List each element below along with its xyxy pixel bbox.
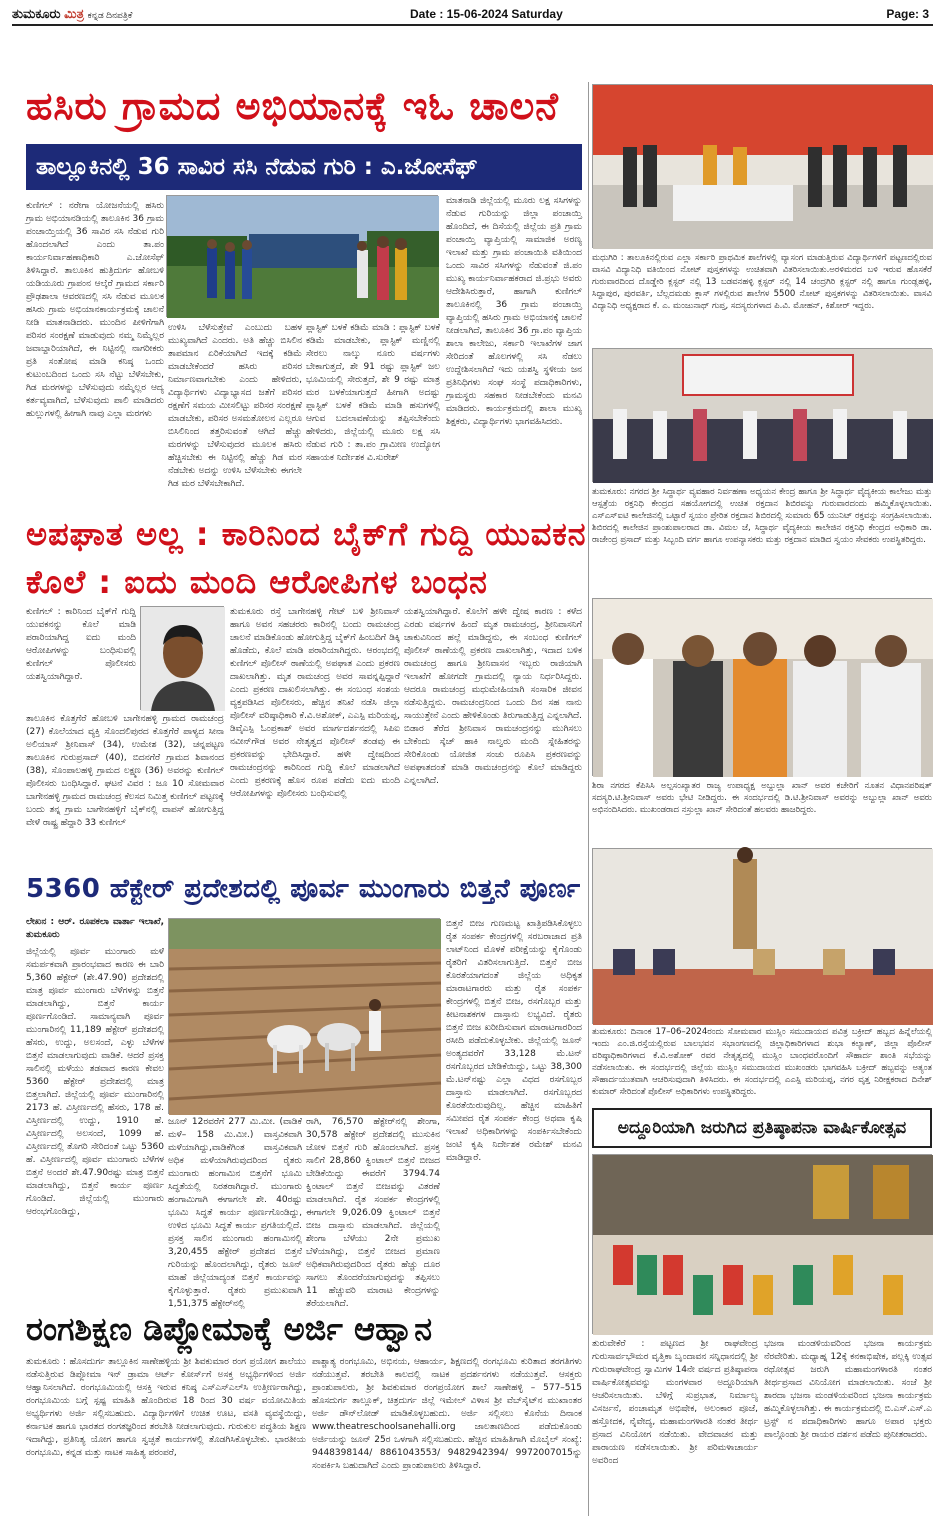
temple-crowd-illustration	[593, 1155, 933, 1335]
story3-column-2: ಜೂನ್ 12ರವರೆಗೆ 277 ಮಿ.ಮೀ. (ವಾಡಿಕೆ ಮಳೆ– 158 ಮಿ.ಮೀ.) ವಾಸ್ತವಿಕವಾಗಿ ಮಳೆಯಾಗಿದ್ದು,ವಾಡಿಕೆಗಿಂತ ವಾಸ್ತವಿಕವಾಗಿ ಅಧಿಕ ಮಳೆಯಾಗಿರುವುದರಿಂದ ರೈತರು ಮುಂಗಾರು ಹಂಗಾಮಿನ ಬಿತ್ತನೆಗೆ ಭೂಮಿ ಸಿದ್ಧತೆಯಲ್ಲಿ ನಿರತರಾಗಿದ್ದಾರೆ. ಮುಂಗಾರು ಹಂಗಾಮಿಗಾಗಿ ಈಗಾಗಲೇ ಶೇ. 40ರಷ್ಟು ಭೂಮಿ ಸಿದ್ಧತೆ ಕಾರ್ಯ ಪೂರ್ಣಗೊಂಡಿದ್ದು, ಉಳಿದ ಭೂಮಿ ಸಿದ್ಧತೆ ಕಾರ್ಯ ಪ್ರಗತಿಯಲ್ಲಿದೆ. ಪ್ರಸಕ್ತ ಸಾಲಿನ ಮುಂಗಾರು ಹಂಗಾಮಿನಲ್ಲಿ 3,20,455 ಹೆಕ್ಟೇರ್ ಪ್ರದೇಶದ ಬಿತ್ತನೆ ಗುರಿಯನ್ನು ಹೊಂದಲಾಗಿದ್ದು, ರೈತರು ಜೂನ್ ಮಾಹೆ ಜಿಲ್ಲೆಯಾದ್ಯಂತ ಬಿತ್ತನೆ ಕಾರ್ಯವನ್ನು ಕೈಗೊಳ್ಳುತ್ತಾರೆ. ರೈತರು ಪ್ರಮುಖವಾಗಿ 1,51,375 ಹೆಕ್ಟೇರ್‌ನಲ್ಲಿ	[168, 1117, 302, 1309]
story3-column-3: ರಾಗಿ, 76,570 ಹೆಕ್ಟೇರ್‌ನಲ್ಲಿ ಶೇಂಗಾ, 30,578 ಹೆಕ್ಟೇರ್ ಪ್ರದೇಶದಲ್ಲಿ ಮುಸುಕಿನ ಜೋಳ ಬಿತ್ತನೆ ಗುರಿ ಹೊಂದಲಾಗಿದೆ. ಪ್ರಸಕ್ತ ಸಾಲಿಗೆ 28,860 ಕ್ವಿಂಟಾಲ್ ಬಿತ್ತನೆ ಬೀಜದ ಬೇಡಿಕೆಯಿದ್ದು ಈವರೆಗೆ 3794.74 ಕ್ವಿಂಟಾಲ್ ಬಿತ್ತನೆ ಬೀಜವನ್ನು ವಿತರಣೆ ಮಾಡಲಾಗಿದೆ. ರೈತ ಸಂಪರ್ಕ ಕೇಂದ್ರಗಳಲ್ಲಿ ಈಗಾಗಲೇ 9,026.09 ಕ್ವಿಂಟಾಲ್ ಬಿತ್ತನೆ ಬೀಜ ದಾಸ್ತಾನು ಮಾಡಲಾಗಿದೆ. ಜಿಲ್ಲೆಯಲ್ಲಿ ಶೇಂಗಾ ಬೆಳೆಯು 2ನೇ ಪ್ರಮುಖ ಬೆಳೆಯಾಗಿದ್ದು, ಬಿತ್ತನೆ ಬೀಜದ ಪ್ರಮಾಣ ಅಧಿಕವಾಗಿರುವುದರಿಂದ ರೈತರು ಹೆಚ್ಚು ದೂರ ಸಾಗಲು ತೊಂದರೆಯಾಗುವುದನ್ನು ತಪ್ಪಿಸಲು 11 ಹೆಚ್ಚುವರಿ ಮಾರಾಟ ಕೇಂದ್ರಗಳನ್ನು ತೆರೆಯಲಾಗಿದೆ.	[306, 1117, 440, 1309]
story3-column-4: ಬಿತ್ತನೆ ಬೀಜ ಗುಣಮಟ್ಟ ಖಾತ್ರಿಪಡಿಸಿಕೊಳ್ಳಲು ರೈತ ಸಂಪರ್ಕ ಕೇಂದ್ರಗಳಲ್ಲಿ ಸರಬರಾಜಾದ ಪ್ರತಿ ಲಾಟ್‌ನಿಂದ ಮೊಳಕೆ ಪರೀಕ್ಷೆಯನ್ನು ಕೈಗೊಂಡು ರೈತರಿಗೆ ವಿತರಿಸಲಾಗುತ್ತಿದೆ. ಬಿತ್ತನೆ ಬೀಜ ಕೊರತೆಯಾಗದಂತೆ ಜಿಲ್ಲೆಯ ಅಧಿಕೃತ ಮಾರಾಟಗಾರರು ಮತ್ತು ರೈತ ಸಂಪರ್ಕ ಕೇಂದ್ರಗಳಲ್ಲಿ ಬಿತ್ತನೆ ಬೀಜ, ರಸಗೊಬ್ಬರ ಮತ್ತು ಕೀಟನಾಶಕಗಳ ದಾಸ್ತಾನು ಲಭ್ಯವಿದೆ. ರೈತರು ಬಿತ್ತನೆ ಬೀಜ ಖರೀದಿಸುವಾಗ ಮಾರಾಟಗಾರರಿಂದ ರಸೀದಿ ಪಡೆದುಕೊಳ್ಳಬೇಕು. ಜಿಲ್ಲೆಯಲ್ಲಿ ಜೂನ್ ಅಂತ್ಯದವರೆಗೆ 33,128 ಮೆ.ಟನ್ ರಸಗೊಬ್ಬರದ ಬೇಡಿಕೆಯಿದ್ದು, ಒಟ್ಟು 38,300 ಮೆ.ಟನ್‌ನಷ್ಟು ಎಲ್ಲಾ ವಿಧದ ರಸಗೊಬ್ಬರ ದಾಸ್ತಾನು ಮಾಡಲಾಗಿದೆ. ರಸಗೊಬ್ಬರದ ಕೊರತೆಯಿರುವುದಿಲ್ಲ. ಹೆಚ್ಚಿನ ಮಾಹಿತಿಗೆ ಸಮೀಪದ ರೈತ ಸಂಪರ್ಕ ಕೇಂದ್ರ ಅಥವಾ ಕೃಷಿ ಇಲಾಖೆ ಅಧಿಕಾರಿಗಳನ್ನು ಸಂಪರ್ಕಿಸಬೇಕೆಂದು ಜಂಟಿ ಕೃಷಿ ನಿರ್ದೇಶಕ ರಮೇಶ್ ಮನವಿ ಮಾಡಿದ್ದಾರೆ.	[446, 919, 582, 1163]
person-portrait-illustration	[141, 607, 225, 711]
story2-column-3: ಯಶಸ್ವಿಯಾಗಿದ್ದಾರೆ. ಕೊಲೆಗೆ ಹಳೇ ದ್ವೇಷ ಕಾರಣ : ಕಳೆದ ಎರಡು ವರ್ಷಗಳ ಹಿಂದೆ ಮೃತ ರಾಮಚಂದ್ರ, ಶ್ರೀನಿವಾಸನಿಗೆ ಚಾಕುವಿನಿಂದ ಹಲ್ಲೆ ಮಾಡಿದ್ದನು, ಈ ಸಂಬಂಧ ಕುಣಿಗಲ್ ಪೊಲೀಸ್ ಠಾಣೆಯಲ್ಲಿ ಪ್ರಕರಣ ದಾಖಲಾಗಿತ್ತು, ಇದಾದ ಬಳಿಕ ರಾಮಚಂದ್ರ ಹಾಗೂ ಶ್ರೀನಿವಾಸನ ಇಬ್ಬರು ರಾಜಿಯಾಗಿ ಇಲಾಖೆಗೆ ಹೋಗದೇ ಗ್ರಾಮದಲ್ಲಿ ನ್ಯಾಯ ನಿರ್ಧರಿಸಿದ್ದರು. ಆದರೂ ರಾಮಚಂದ್ರ ಮಧುಮೇಹಿಯಾಗಿ ಸಂಸಾರಿಕ ಜೀವನ ನಡೆಸುತ್ತಿದ್ದನು. ರಾಮಚಂದ್ರನಿಂದ ಒಂದು ದಿನ ಸಹ ನಾನು ಸಾಯುತ್ತೇನೆ ಎಂದು ಹೇಳಿಕೊಂಡು ತಿರುಗಾಡುತ್ತಿದ್ದ ಎನ್ನಲಾಗಿದೆ. ಬಿಡಾರ ತೆರೆದ ಶ್ರೀನಿವಾಸ ರಾಮಚಂದ್ರನನ್ನು ಮುಗಿಸಲು ಬೇಕೆಂದು ಸ್ಕೆಚ್ ಹಾಕಿ ನಾಲ್ವರು ಮಂದಿ ಸ್ನೇಹಿತರನ್ನು ಸೇರಿಕೊಂಡು ಯೋಜಿತ ಸಂಚು ರೂಪಿಸಿ ಪ್ರಕರಣವನ್ನು ಅಪಘಾತದಂತೆ ಮಾಡಿ ರಾಮಚಂದ್ರನನ್ನು ಕೊಲೆ ಮಾಡಿದ್ದರು ಎನ್ನಲಾಗಿದೆ.	[404, 607, 582, 786]
story4-headline: ಅದ್ದೂರಿಯಾಗಿ ಜರುಗಿದ ಪ್ರತಿಷ್ಠಾಪನಾ ವಾರ್ಷಿಕೋತ್ಸವ	[592, 1108, 932, 1148]
story2-column-2: ತುಮಕೂರು ರಸ್ತೆ ಬಾಗೇನಹಳ್ಳಿ ಗೇಟ್ ಬಳಿ ಶ್ರೀನಿವಾಸ್ ಹಾಗೂ ಅವನ ಸಹಚರರು ಕಾರಿನಲ್ಲಿ ಬಂದು ರಾಮಚಂದ್ರ ಚಾಲನೆ ಮಾಡಿಕೊಂಡು ಹೋಗುತ್ತಿದ್ದ ಬೈಕ್‌ಗೆ ಹಿಂಬದಿಗೆ ಡಿಕ್ಕಿ ಹೊಡೆದು, ಕೊಲೆ ಮಾಡಿ ಪರಾರಿಯಾಗಿದ್ದರು. ಆರಂಭದಲ್ಲಿ ಕುಣಿಗಲ್ ಪೊಲೀಸ್ ಠಾಣೆಯಲ್ಲಿ ಅಪಘಾತ ಎಂದು ಪ್ರಕರಣ ದಾಖಲಾಗಿತ್ತು. ಮೃತ ರಾಮಚಂದ್ರ ಅವರ ಸಾವನ್ನಪ್ಪಿದ್ದಾರೆ ಎಂದು ಪ್ರಕರಣ ದಾಖಲಿಸಲಾಗಿತ್ತು. ಈ ಸಂಬಂಧ ಸಂಶಯ ವ್ಯಕ್ತಪಡಿಸಿದ ಪೊಲೀಸರು, ಹೆಚ್ಚಿನ ತನಿಖೆ ನಡೆಸಿ ಜಿಲ್ಲಾ ಪೊಲೀಸ್ ವರಿಷ್ಠಾಧಿಕಾರಿ ಕೆ.ವಿ.ಅಶೋಕ್, ಎಎಸ್ಪಿ ಮರಿಯಪ್ಪ, ಡಿವೈಎಸ್ಪಿ ಓಂಪ್ರಕಾಶ್ ಅವರ ಮಾರ್ಗದರ್ಶನದಲ್ಲಿ ಸಿಪಿಐ ನವೀನ್‌ಗೌಡ ಅವರ ನೇತೃತ್ವದ ಪೊಲೀಸ್ ತಂಡವು ಈ ಪ್ರಕರಣವನ್ನು ಭೇದಿಸಿದ್ದಾರೆ. ಹಳೇ ದ್ವೇಷದಿಂದ ರಾಮಚಂದ್ರನನ್ನು ಕಾರಿನಿಂದ ಗುದ್ದಿ ಕೊಲೆ ಮಾಡಲಾಗಿದೆ ಎಂದು ಪ್ರಕರಣಕ್ಕೆ ಹೊಸ ರೂಪ ಪಡೆದು ಐದು ಮಂದಿ ಆರೋಪಿಗಳನ್ನು ಪೊಲೀಸರು ಬಂಧಿಸುವಲ್ಲಿ	[230, 607, 400, 799]
story1-column-2: ಉಳಿಸಿ ಬೆಳೆಸುತ್ತೇವೆ ಎಂಬುದು ಬಹಳ ಮುಖ್ಯವಾಗಿದೆ ಎಂದರು. ಅತಿ ಹೆಚ್ಚು ಬಿಸಿಲಿನ ತಾಪಮಾನ ಏರಿಕೆಯಾಗಿದೆ ಇದಕ್ಕೆ ಕಡಿಮೆ ಮಾಡಬೇಕೆಂದರೆ ಹಸಿರು ಪರಿಸರ ನಿರ್ಮಾಣವಾಗಬೇಕು ಎಂದು ಹೇಳಿದರು, ವಿದ್ಯಾರ್ಥಿಗಳು ವಿದ್ಯಾಭ್ಯಾಸದ ಜತೆಗೆ ಪರಿಸರ ರಕ್ಷಣೆಗೆ ಸಮಯ ಮೀಸಲಿಟ್ಟು ಪರಿಸರ ಸಂರಕ್ಷಣೆ ಮಾಡಬೇಕು, ಪರಿಸರ ಅಸಮತೋಲನ ಎಲ್ಲರೂ ಬಿಸಿಲಿನಿಂದ ತತ್ತರಿಸುವಂತೆ ಆಗಿದೆ ಹೆಚ್ಚು ಮರಗಳನ್ನು ಬೆಳೆಸುವುದರ ಮೂಲಕ ಹಸಿರು ಹೆಚ್ಚಿಸಬೇಕು ಈ ನಿಟ್ಟಿನಲ್ಲಿ ಹೆಚ್ಚು ಗಿಡ ಮರ ನೆಡಬೇಕು ಅದನ್ನು ಉಳಿಸಿ ಬೆಳೆಸಬೇಕು ಈಗಲೇ ಗಿಡ ಮರ ಬೆಳೆಸಬೇಕಾಗಿದೆ.	[168, 323, 302, 489]
ploughing-field-illustration	[169, 919, 441, 1115]
issue-date: Date : 15-06-2024 Saturday	[410, 7, 563, 21]
peace-meeting-photo	[592, 848, 932, 1024]
story3-headline: 5360 ಹೆಕ್ಟೇರ್ ಪ್ರದೇಶದಲ್ಲಿ ಪೂರ್ವ ಮುಂಗಾರು ಬಿತ್ತನೆ ಪೂರ್ಣ	[26, 874, 581, 904]
group-photo-illustration	[593, 85, 933, 249]
felicitation-illustration	[593, 599, 933, 777]
felicitation-caption: ಶಿರಾ ನಗರದ ಕೆಪಿಸಿಸಿ ಅಲ್ಪಸಂಖ್ಯಾತರ ರಾಜ್ಯ ಉಪಾಧ್ಯಕ್ಷ ಅಬ್ದುಲ್ಲಾ ಖಾನ್ ಅವರ ಕಚೇರಿಗೆ ನೂತನ ವಿಧಾನಪರಿಷತ್ ಸದಸ್ಯರಿ.ಟಿ.ಶ್ರೀನಿವಾಸ್ ಅವರು ಭೇಟಿ ನೀಡಿದ್ದರು. ಈ ಸಂದರ್ಭದಲ್ಲಿ ಡಿ.ಟಿ.ಶ್ರೀನಿವಾಸ್ ಅವರನ್ನು ಅಬ್ದುಲ್ಲಾ ಖಾನ್ ಅವರು ಅಭಿನಂದಿಸಿದರು. ಮುಖಂಡರಾದ ನಸ್ರುಲ್ಲಾ ಖಾನ್ ಸೇರಿದಂತೆ ಹಲವರು ಹಾಜರಿದ್ದರು.	[592, 781, 932, 815]
story3-byline: ಲೇಖನ : ಆರ್. ರೂಪಕಲಾ ವಾರ್ತಾ ಇಲಾಖೆ, ತುಮಕೂರು	[26, 917, 164, 940]
paper-name: ತುಮಕೂರು ಮಿತ್ರ ಕನ್ನಡ ದಿನಪತ್ರಿಕೆ	[12, 6, 133, 21]
story1-column-4: ಮಾತನಾಡಿ ಜಿಲ್ಲೆಯಲ್ಲಿ ಮೂರು ಲಕ್ಷ ಸಸಿಗಳನ್ನು ನೆಡುವ ಗುರಿಯನ್ನು ಜಿಲ್ಲಾ ಪಂಚಾಯ್ತಿ ಹೊಂದಿದೆ, ಈ ದಿಸೆಯಲ್ಲಿ ಜಿಲ್ಲೆಯ ಪ್ರತಿ ಗ್ರಾಮ ಪಂಚಾಯ್ತಿ ವ್ಯಾಪ್ತಿಯಲ್ಲಿ ಸಾಮಾಜಿಕ ಅರಣ್ಯ ಇಲಾಖೆ ಮತ್ತು ಗ್ರಾಮ ಪಂಚಾಯಿತಿ ವತಿಯಿಂದ ಒಂದು ಸಾವಿರ ಸಸಿಗಳನ್ನು ನೆಡುವಂತೆ ಜಿ.ಪಂ ಮುಖ್ಯ ಕಾರ್ಯನಿರ್ವಾಹಕರಾದ ಜಿ.ಪ್ರಭು ಅವರು ಆದೇಶಿಸಿರುತ್ತಾರೆ, ಹಾಗಾಗಿ ಕುಣಿಗಲ್ ತಾಲೂಕಿನಲ್ಲಿ 36 ಗ್ರಾಮ ಪಂಚಾಯ್ತಿ ವ್ಯಾಪ್ತಿಯಲ್ಲಿ ಹಸಿರು ಗ್ರಾಮ ಅಭಿಯಾನಕ್ಕೆ ಚಾಲನೆ ನೀಡಲಾಗಿದೆ, ತಾಲೂಕಿನ 36 ಗ್ರಾ.ಪಂ ವ್ಯಾಪ್ತಿಯ ಶಾಲಾ ಕಾಲೇಜು, ಸರ್ಕಾರಿ ಇಲಾಖೆಗಳ ಜಾಗ ಸೇರಿದಂತೆ ಹೊಲಗಳಲ್ಲಿ ಸಸಿ ನೆಡಲು ಉದ್ದೇಶಿಸಲಾಗಿದೆ ಇದು ಯಶಸ್ವಿ ಸ್ಥಳೀಯ ಜನ ಪ್ರತಿನಿಧಿಗಳು ಸಂಘ ಸಂಸ್ಥೆ ಪದಾಧಿಕಾರಿಗಳು, ಗ್ರಾಮಸ್ಥರು ಸಹಕಾರ ನೀಡಬೇಕೆಂದು ಮನವಿ ಮಾಡಿದರು. ಕಾರ್ಯಕ್ರಮದಲ್ಲಿ ಶಾಲಾ ಮುಖ್ಯ ಶಿಕ್ಷಕರು, ವಿದ್ಯಾರ್ಥಿಗಳು ಭಾಗವಹಿಸಿದರು.	[446, 196, 582, 427]
story2-headline-line1: ಅಪಘಾತ ಅಲ್ಲ : ಕಾರಿನಿಂದ ಬೈಕ್‌ಗೆ ಗುದ್ದಿ ಯುವಕನ	[26, 515, 587, 553]
ploughing-photo	[168, 918, 440, 1114]
right-column-divider	[588, 82, 589, 1516]
peace-meeting-caption: ತುಮಕೂರು: ದಿನಾಂಕ 17–06–2024ರಂದು ಸೋಮವಾರ ಮುಸ್ಲಿಂ ಸಮುದಾಯದ ಪವಿತ್ರ ಬಕ್ರೀದ್ ಹಬ್ಬದ ಹಿನ್ನೆಲೆಯಲ್ಲಿ ಇಂದು ಎಂ.ಜಿ.ರಸ್ತೆಯಲ್ಲಿರುವ ಬಾಲಭವನ ಸಭಾಂಗಣದಲ್ಲಿ ಜಿಲ್ಲಾಧಿಕಾರಿಗಳಾದ ಶುಭಾ ಕಲ್ಯಾಣ್, ಜಿಲ್ಲಾ ಪೊಲೀಸ್ ವರಿಷ್ಠಾಧಿಕಾರಿಗಳಾದ ಕೆ.ವಿ.ಅಶೋಕ್ ರವರ ನೇತೃತ್ವದಲ್ಲಿ ಮುಸ್ಲಿಂ ಬಾಂಧವರೊಂದಿಗೆ ಸೌಹಾರ್ದ ಶಾಂತಿ ಸಭೆಯನ್ನು ನಡೆಸಲಾಯಿತು. ಈ ಸಂದರ್ಭದಲ್ಲಿ ಜಿಲ್ಲೆಯ ಮುಸ್ಲಿಂ ಸಮುದಾಯದ ಮುಖಂಡರು ಭಾಗವಹಿಸಿ ಬಕ್ರೀದ್ ಹಬ್ಬವನ್ನು ಅತ್ಯಂತ ಸೌಹಾರ್ದಯುತವಾಗಿ ಆಚರಿಸುವುದಾಗಿ ತಿಳಿಸಿದರು. ಈ ಸಂದರ್ಭದಲ್ಲಿ ಎಎಸ್ಪಿ ಮರಿಯಪ್ಪ, ನಗರ ವೃತ್ತ ನಿರೀಕ್ಷಕರಾದ ದಿನೇಶ್ ಕುಮಾರ್ ಸೇರಿದಂತೆ ಪೊಲೀಸ್ ಅಧಿಕಾರಿಗಳು ಉಪಸ್ಥಿತರಿದ್ದರು.	[592, 1027, 932, 1097]
story3-column-1: ಜಿಲ್ಲೆಯಲ್ಲಿ ಪೂರ್ವ ಮುಂಗಾರು ಮಳೆ ಸಮರ್ಪಕವಾಗಿ ಪ್ರಾರಂಭವಾದ ಕಾರಣ ಈ ಬಾರಿ 5,360 ಹೆಕ್ಟೇರ್ (ಶೇ.47.90) ಪ್ರದೇಶದಲ್ಲಿ ಮಾತ್ರ ಪೂರ್ವ ಮುಂಗಾರು ಬೆಳೆಗಳನ್ನು ಬಿತ್ತನೆ ಮಾಡಲಾಗಿದ್ದು, ಬಿತ್ತನೆ ಕಾರ್ಯ ಪೂರ್ಣಗೊಂಡಿದೆ. ಸಾಮಾನ್ಯವಾಗಿ ಪೂರ್ವ ಮುಂಗಾರಿನಲ್ಲಿ 11,189 ಹೆಕ್ಟೇರ್ ಪ್ರದೇಶದಲ್ಲಿ ಹೆಸರು, ಉದ್ದು, ಅಲಸಂದೆ, ಎಳ್ಳು ಬೆಳೆಗಳ ಬಿತ್ತನೆ ಮಾಡಲಾಗುವುದು ವಾಡಿಕೆ. ಆದರೆ ಪ್ರಸಕ್ತ ಸಾಲಿನಲ್ಲಿ ಮಳೆಯು ತಡವಾದ ಕಾರಣ ಕೇವಲ 5360 ಹೆಕ್ಟೇರ್ ಪ್ರದೇಶದಲ್ಲಿ ಮಾತ್ರ ಬಿತ್ತಲಾಗಿದೆ. ಜಿಲ್ಲೆಯಲ್ಲಿ ಪೂರ್ವ ಮುಂಗಾರಿನಲ್ಲಿ 2173 ಹೆ. ವಿಸ್ತೀರ್ಣದಲ್ಲಿ ಹೆಸರು, 178 ಹೆ. ವಿಸ್ತೀರ್ಣದಲ್ಲಿ ಉದ್ದು, 1910 ಹೆ. ವಿಸ್ತೀರ್ಣದಲ್ಲಿ ಅಲಸಂದೆ, 1099 ಹೆ. ವಿಸ್ತೀರ್ಣದಲ್ಲಿ ತೊಗರಿ ಸೇರಿದಂತೆ ಒಟ್ಟು 5360 ಹೆ. ವಿಸ್ತೀರ್ಣದಲ್ಲಿ ಪೂರ್ವ ಮುಂಗಾರು ಬೆಳೆಗಳ ಬಿತ್ತನೆ ಅಂದರೆ ಶೇ.47.90ರಷ್ಟು ಮಾತ್ರ ಬಿತ್ತನೆ ಮಾಡಲಾಗಿದ್ದು, ಬಿತ್ತನೆ ಕಾರ್ಯ ಪೂರ್ಣ ಗೊಂಡಿದೆ. ಜಿಲ್ಲೆಯಲ್ಲಿ ಮುಂಗಾರು ಆರಂಭಗೊಂಡಿದ್ದು,	[26, 947, 164, 1217]
story5-column-1: ತುಮಕೂರು : ಹೊಸದುರ್ಗ ತಾಲ್ಲೂಕಿನ ಸಾಣೇಹಳ್ಳಿಯ ಶ್ರೀ ಶಿವಕುಮಾರ ರಂಗ ಪ್ರಯೋಗ ಶಾಲೆಯು ನಡೆಸುತ್ತಿರುವ ಡಿಪ್ಲೋಮಾ ಇನ್ ಡ್ರಾಮಾ ಆರ್ಟ್ ಕೋರ್ಸ್‌ಗೆ ಅಸಕ್ತ ಅಭ್ಯರ್ಥಿಗಳಿಂದ ಅರ್ಜಿ ಆಹ್ವಾನಿಸಲಾಗಿದೆ. ರಂಗಭೂಮಿಯಲ್ಲಿ ಆಸಕ್ತಿ ಇರುವ ಕನಿಷ್ಠ ಎಸ್‌ಎಸ್‌ಎಲ್‌ಸಿ ಉತ್ತೀರ್ಣರಾಗಿದ್ದು, ರಂಗಭೂಮಿಯ ಬಗ್ಗೆ ಸ್ಪಷ್ಟ ಮಾಹಿತಿ ಹೊಂದಿರುವ 18 ರಿಂದ 30 ವರ್ಷ ವಯೋಮಿತಿಯ ಅಭ್ಯರ್ಥಿಗಳು ಅರ್ಜಿ ಸಲ್ಲಿಸಬಹುದು. ವಿದ್ಯಾರ್ಥಿಗಳಿಗೆ ಉಚಿತ ಊಟ, ವಸತಿ ವ್ಯವಸ್ಥೆಯಿದ್ದು, ಕರ್ನಾಟಕ ಹಾಗೂ ಭಾರತದ ರಂಗತಜ್ಞರಿಂದ ತರಬೇತಿ ನೀಡಲಾಗುವುದು. ಗುರುಕುಲ ಪದ್ಧತಿಯ ಶಿಕ್ಷಣ ಇದಾಗಿದ್ದು, ಪ್ರತಿನಿತ್ಯ ಯೋಗ ಹಾಗೂ ಸ್ವಚ್ಛತೆ ಕಾರ್ಯಗಳಲ್ಲಿ ತೊಡಗಿಸಿಕೊಳ್ಳಬೇಕು. ಭಾರತೀಯ ರಂಗಭೂಮಿ, ಕನ್ನಡ ಮತ್ತು ನಾಟಕ ಸಾಹಿತ್ಯ ಪರಂಪರೆ,	[26, 1357, 306, 1458]
tree-planting-photo	[166, 195, 438, 317]
book-distribution-photo	[592, 84, 932, 248]
story1-column-3: ಪ್ಲಾಸ್ಟಿಕ್ ಬಳಕೆ ಕಡಿಮೆ ಮಾಡಿ : ಪ್ಲಾಸ್ಟಿಕ್ ಬಳಕೆ ಕಡಿಮೆ ಮಾಡಬೇಕು, ಪ್ಲಾಸ್ಟಿಕ್ ಮಣ್ಣಿನಲ್ಲಿ ಸೇರಲು ನಾಲ್ಕು ನೂರು ವರ್ಷಗಳು ಬೇಕಾಗುತ್ತದೆ, ಶೇ 91 ರಷ್ಟು ಪ್ಲಾಸ್ಟಿಕ್ ಜಲ ಭೂಮಿಯಲ್ಲಿ ಸೇರುತ್ತದೆ, ಶೇ 9 ರಷ್ಟು ಮಾತ್ರ ಮರ ಬಳಕೆಯಾಗುತ್ತದೆ ಹೀಗಾಗಿ ಅದಷ್ಟು ಪ್ಲಾಸ್ಟಿಕ್ ಬಳಕೆ ಕಡಿಮೆ ಮಾಡಿ ಹಸುಗಳಲ್ಲಿ ಆಗುವ ಬದಲಾವಣೆಯನ್ನು ತಪ್ಪಿಸಬೇಕೆಂದು ಹೇಳಿದರು, ಜಿಲ್ಲೆಯಲ್ಲಿ ಮೂರು ಲಕ್ಷ ಸಸಿ ನೆಡುವ ಗುರಿ : ತಾ.ಪಂ ಗ್ರಾಮೀಣ ಉದ್ಯೋಗ ಸಹಾಯಕ ನಿರ್ದೇಶಕ ವಿ.ಸುರೇಶ್	[306, 323, 440, 463]
felicitation-photo	[592, 598, 932, 776]
book-distribution-caption: ಮಧುಗಿರಿ : ತಾಲೂಕಿನಲ್ಲಿರುವ ಎಲ್ಲಾ ಸರ್ಕಾರಿ ಪ್ರಾಥಮಿಕ ಶಾಲೆಗಳಲ್ಲಿ ವ್ಯಾಸಂಗ ಮಾಡುತ್ತಿರುವ ವಿದ್ಯಾರ್ಥಿಗಳಿಗೆ ಪಟ್ಟಣದಲ್ಲಿರುವ ವಾಸವಿ ವಿದ್ಯಾನಿಧಿ ವತಿಯಿಂದ ನೋಟ್ ಪುಸ್ತಕಗಳನ್ನು ಉಚಿತವಾಗಿ ವಿತರಿಸಲಾಯಿತು.ಅರಳಿಮರದ ಬಳಿ ಇರುವ ಹೊಸಕೆರೆ ಗುರುವಾರದಿಂದ ದೊಡ್ಡೇರಿ ಕ್ಲಸ್ಟರ್ ನಲ್ಲಿ 13 ಬಡವನಹಳ್ಳಿ ಕ್ಲಸ್ಟರ್ ನಲ್ಲಿ 14 ಚಂದ್ರಗಿರಿ ಕ್ಲಸ್ಟರ್ ನಲ್ಲಿ ಹಾಗೂ ಗುಂಡ್ಲಹಳ್ಳಿ, ಸಿದ್ದಾಪುರ, ಪುರವರ್ತಿ, ಬೆಲ್ಲದಮಡು ಕ್ಲಾಸ್ ಗಳಲ್ಲಿರುವ ಶಾಲೆಗಳ 5500 ನೋಟ್ ಪುಸ್ತಕಗಳನ್ನು ವಿತರಿಸಲಾಯಿತು. ವಾಸವಿ ವಿದ್ಯಾನಿಧಿ ಅಧ್ಯಕ್ಷರಾದ ಕೆ. ಎ. ಮಂಜುನಾಥ್ ಗುಪ್ತ, ಸದಸ್ಯರುಗಳಾದ ಪಿ.ವಿ. ಮೋಹನ್, ಕಿಶೋರ್ ಇದ್ದರು.	[592, 253, 932, 311]
story2-headline-line2: ಕೊಲೆ : ಐದು ಮಂದಿ ಆರೋಪಿಗಳ ಬಂಧನ	[26, 563, 488, 601]
blood-camp-illustration	[593, 349, 933, 483]
story4-column-1: ತುರುವೇಕೆರೆ : ಪಟ್ಟಣದ ಶ್ರೀ ರಾಘವೇಂದ್ರ ಗುರುಸಾರ್ವಭೌಮರ ವೃತ್ತಿಕಾ ಬೃಂದಾವನ ಸನ್ನಿಧಾನದಲ್ಲಿ ಶ್ರೀ ಗುರುರಾಘವೇಂದ್ರ ಸ್ವಾಮಿಗಳ 14ನೇ ವರ್ಷದ ಪ್ರತಿಷ್ಠಾಪನಾ ವಾರ್ಷಿಕೋತ್ಸವವನ್ನು ಮಂಗಳವಾರ ಅದ್ದೂರಿಯಾಗಿ ಆಚರಿಸಲಾಯಿತು. ಬೆಳಿಗ್ಗೆ ಸುಪ್ರಭಾತ, ನಿರ್ಮಾಲ್ಯ ವಿಸರ್ಜನೆ, ಪಂಚಾಮೃತ ಅಭಿಷೇಕ, ಅಲಂಕಾರ ಪೂಜೆ, ಹಸ್ತೋದಕ, ನೈವೇದ್ಯ, ಮಹಾಮಂಗಳಾರತಿ ನಂತರ ತೀರ್ಥ ಪ್ರಸಾದ ವಿನಿಯೋಗ ನಡೆಯಿತು. ವೇದವಾಚನ ಮತ್ತು ಪಾರಾಯಣ ನಡೆಸಲಾಯಿತು. ಶ್ರೀ ಪರಿಮಳಾಚಾರ್ಯ ಅವರಿಂದ	[592, 1339, 758, 1466]
masthead	[12, 4, 933, 26]
blood-donation-photo	[592, 348, 932, 482]
blood-donation-caption: ತುಮಕೂರು: ನಗರದ ಶ್ರೀ ಸಿದ್ಧಾರ್ಥ ವ್ಯವಹಾರ ನಿರ್ವಹಣಾ ಅಧ್ಯಯನ ಕೇಂದ್ರ ಹಾಗೂ ಶ್ರೀ ಸಿದ್ಧಾರ್ಥ ವೈದ್ಯಕೀಯ ಕಾಲೇಜು ಮತ್ತು ಆಸ್ಪತ್ರೆಯ ರಕ್ತನಿಧಿ ಕೇಂದ್ರದ ಸಹಯೋಗದಲ್ಲಿ ಉಚಿತ ರಕ್ತದಾನ ಶಿಬಿರವನ್ನು ಗುರುವಾರದಂದು ಹಮ್ಮಿಕೊಳ್ಳಲಾಯಿತು. ಎಸ್ಎಸ್ಐಟಿ ಕಾಲೇಜಿನಲ್ಲಿ ಒಟ್ಟಾರೆ ಸ್ವಯಂ ಪ್ರೇರಿತ ರಕ್ತದಾನ ಶಿಬಿರದಲ್ಲಿ ಸುಮಾರು 65 ಯುನಿಟ್ ರಕ್ತವನ್ನು ಸಂಗ್ರಹಿಸಲಾಯಿತು. ಶಿಬಿರದಲ್ಲಿ ಕಾಲೇಜಿನ ಪ್ರಾಂಶುಪಾಲರಾದ ಡಾ. ವಿಮಲ ಜೆ, ಸಿದ್ಧಾರ್ಥ ವೈದ್ಯಕೀಯ ಕಾಲೇಜಿನ ರಕ್ತನಿಧಿ ಕೇಂದ್ರದ ಅಧಿಕಾರಿ ಡಾ. ರಾಜೇಂದ್ರ ಪ್ರಸಾದ್ ಮತ್ತು ಸಿಬ್ಬಂದಿ ವರ್ಗ ಹಾಗೂ ಉಪನ್ಯಾಸಕರು ಮತ್ತು ರಕ್ತದಾನ ಮಾಡಿದ ಸ್ವಯಂ ಸೇವಕರು ಉಪಸ್ಥಿತರಿದ್ದರು.	[592, 487, 932, 545]
story4-column-2: ಭಜನಾ ಮಂಡಳಿಯವರಿಂದ ಭಜನಾ ಕಾರ್ಯಕ್ರಮ ನೆರವೇರಿತು. ಮಧ್ಯಾಹ್ನ 12ಕ್ಕೆ ಕನಕಾಭಿಷೇಕ, ಪಲ್ಲಕ್ಕಿ ಉತ್ಸವ ರಥೋತ್ಸವ ಜರುಗಿ ಮಹಾಮಂಗಳಾರತಿ ನಂತರ ತೀರ್ಥಪ್ರಸಾದ ವಿನಿಯೋಗ ಮಾಡಲಾಯಿತು. ಸಂಜೆ ಶ್ರೀ ಶಾರದಾ ಭಜನಾ ಮಂಡಳಿಯವರಿಂದ ಭಜನಾ ಕಾರ್ಯಕ್ರಮ ಹಮ್ಮಿಕೊಳ್ಳಲಾಗಿತ್ತು. ಈ ಕಾರ್ಯಕ್ರಮದಲ್ಲಿ ಬಿ.ಎಸ್.ಎಸ್.ಎ ಟ್ರಸ್ಟ್ ನ ಪದಾಧಿಕಾರಿಗಳು ಹಾಗೂ ಅಪಾರ ಭಕ್ತರು ಪಾಲ್ಗೊಂಡು ಶ್ರೀ ರಾಯರ ದರ್ಶನ ಪಡೆದು ಪುನೀತರಾದರು.	[764, 1339, 932, 1440]
story1-headline: ಹಸಿರು ಗ್ರಾಮದ ಅಭಿಯಾನಕ್ಕೆ ಇಓ ಚಾಲನೆ	[26, 84, 559, 128]
temple-anniversary-photo	[592, 1154, 932, 1334]
story5-column-2: ಪಾಶ್ಚಾತ್ಯ ರಂಗಭೂಮಿ, ಅಭಿನಯ, ಆಹಾರ್ಯ, ಶಿಕ್ಷಣದಲ್ಲಿ ರಂಗಭೂಮಿ ಕುರಿತಾದ ತರಗತಿಗಳು ನಡೆಯುತ್ತವೆ. ತರಬೇತಿ ಕಾಲದಲ್ಲಿ ನಾಟಕ ಪ್ರದರ್ಶನಗಳು ನಡೆಯುತ್ತವೆ. ಆಸಕ್ತರು ಪ್ರಾಂಶುಪಾಲರು, ಶ್ರೀ ಶಿವಕುಮಾರ ರಂಗಪ್ರಯೋಗ ಶಾಲೆ ಸಾಣೇಹಳ್ಳಿ – 577–515 ಹೊಸದುರ್ಗ ತಾಲ್ಲೂಕ್, ಚಿತ್ರದುರ್ಗ ಜಿಲ್ಲೆ ಇಮೇಲ್ ವಿಳಾಸ ಶ್ರೀ ವೆಬ್‌ಸೈಟ್‌ನ ಮುಖಾಂತರ ಅರ್ಜಿ ಡೌನ್‌ಲೋಡ್ ಮಾಡಿಕೊಳ್ಳಬಹುದು. ಅರ್ಜಿ ಸಲ್ಲಿಸಲು ಕೊನೆಯ ದಿನಾಂಕ www.theatreschoolsanehalli.org ಜಾಲತಾಣದಿಂದ ಪಡೆದುಕೊಂಡು ಅರ್ಜಿಯನ್ನು ಜೂನ್ 25ರ ಒಳಗಾಗಿ ಸಲ್ಲಿಸಬಹುದು. ಹೆಚ್ಚಿನ ಮಾಹಿತಿಗಾಗಿ ಮೊಬೈಲ್ ಸಂಖ್ಯೆ: 9448398144/ 8861043553/ 9482942394/ 9972007015ನ್ನು ಸಂಪರ್ಕಿಸಿ ಬಹುದಾಗಿದೆ ಎಂದು ಪ್ರಾಂಶುಪಾಲರು ತಿಳಿಸಿದ್ದಾರೆ.	[312, 1357, 582, 1471]
story1-column-1: ಕುಣಿಗಲ್ : ನರೇಗಾ ಯೋಜನೆಯಲ್ಲಿ ಹಸಿರು ಗ್ರಾಮ ಅಭಿಯಾನಡಿಯಲ್ಲಿ ತಾಲೂಕಿನ 36 ಗ್ರಾಮ ಪಂಚಾಯ್ತಿಯಲ್ಲಿ 36 ಸಾವಿರ ಸಸಿ ನೆಡುವ ಗುರಿ ಹೊಂದಲಾಗಿದೆ ಎಂದು ತಾ.ಪಂ ಕಾರ್ಯನಿರ್ವಾಹಣಾಧಿಕಾರಿ ಎ.ಜೋಸೆಫ್ ತಿಳಿಸಿದ್ದಾರೆ. ತಾಲೂಕಿನ ಹುತ್ರಿದುರ್ಗ ಹೋಬಳಿ ಯಡಿಯೂರು ಗ್ರಾಪಂನ ಆಲ್ಕೆರೆ ಗ್ರಾಮದ ಸರ್ಕಾರಿ ಪ್ರೌಢಶಾಲಾ ಆವರಣದಲ್ಲಿ ಸಸಿ ನೆಡುವ ಮೂಲಕ ಹಸಿರು ಗ್ರಾಮ ಅಭಿಯಾನಕಾರ್ಯಕ್ರಮಕ್ಕೆ ಚಾಲನೆ ನೀಡಿ ಮಾತನಾಡಿದರು. ಮುಂದಿನ ಪೀಳಿಗೆಗಾಗಿ ಪರಿಸರ ಸಂರಕ್ಷಣೆ ಮಾಡುವುದು ನಮ್ಮ ನಿಮ್ಮೆಲ್ಲರ ಜವಾಬ್ದಾರಿಯಾಗಿದೆ, ಈ ನಿಟ್ಟಿನಲ್ಲಿ ನಾಗರೀಕರು ಪ್ರತಿ ಸಂತೋಷ ಮಾಡಿ ಕನಿಷ್ಠ ಒಂದು ಕುಟುಂಬದಿಂದ ಒಂದು ಸಸಿ ನೆಟ್ಟು ಬೆಳೆಸಬೇಕು, ಗಿಡ ಮರಗಳನ್ನು ಬೆಳೆಸುವುದು ನಮ್ಮೆಲ್ಲರ ಆದ್ಯ ಕರ್ತವ್ಯವಾಗಿದೆ, ಬೆಳೆಸುವುದು ಪಾಲಿ ಮಾಡಿದರು ಹುಲ್ಲುಗಳಲ್ಲಿ ಹೀಗಾಗಿ ನಾವು ಎಲ್ಲಾ ಮರಗಳು	[26, 201, 164, 419]
victim-portrait	[140, 606, 224, 710]
story2-column-1: ತಾಲೂಕಿನ ಕೊತ್ತಗೆರೆ ಹೋಬಳಿ ಬಾಗೇನಹಳ್ಳಿ ಗ್ರಾಮದ ರಾಮಚಂದ್ರ (27) ಕೊಲೆಯಾದ ವ್ಯಕ್ತಿ ಸೊಂದಲಿಪುರದ ಕೊತ್ತಗೆರೆ ಪಾಳ್ಯದ ಸೀನಾ ಅಲಿಯಾಸ್ ಶ್ರೀನಿವಾಸ್ (34), ಉಮೇಶ (32), ಚನ್ನಪಟ್ಟಣ ತಾಲೂಕಿನ ಗುರುಪ್ರಸಾದ್ (40), ಬಿದನಗೆರೆ ಗ್ರಾಮದ ಶಿವಾನಂದ (38), ಸೊಂಪಾಲಹಳ್ಳಿ ಗ್ರಾಮದ ಲಕ್ಷ್ಮಣ (36) ಅವರನ್ನು ಕುಣಿಗಲ್ ಪೊಲೀಸರು ಬಂಧಿಸಿದ್ದಾರೆ. ಘಟನೆ ವಿವರ : ಜೂ 10 ಸೋಮವಾರ ಬಾಗೇನಹಳ್ಳಿ ಗ್ರಾಮದ ರಾಮಚಂದ್ರ ಕೆಲಸದ ನಿಮಿತ್ತ ಕುಣಿಗಲ್ ಪಟ್ಟಣಕ್ಕೆ ಬಂದು ತನ್ನ ಗ್ರಾಮ ಬಾಗೇನಹಳ್ಳಿಗೆ ಬೈಕ್‌ನಲ್ಲಿ ವಾಪಸ್ ಹೋಗುತ್ತಿದ್ದ ವೇಳೆ ರಾಷ್ಟ್ರ ಹೆದ್ದಾರಿ 33 ಕುಣಿಗಲ್	[26, 714, 224, 828]
meeting-illustration	[593, 849, 933, 1025]
story1-subhead: ತಾಲ್ಲೂಕಿನಲ್ಲಿ 36 ಸಾವಿರ ಸಸಿ ನೆಡುವ ಗುರಿ : ಎ.ಜೋಸೆಫ್	[26, 144, 582, 190]
story2-column-1-top: ಕುಣಿಗಲ್ : ಕಾರಿನಿಂದ ಬೈಕ್‌ಗೆ ಗುದ್ದಿ ಯುವಕನನ್ನು ಕೊಲೆ ಮಾಡಿ ಪರಾರಿಯಾಗಿದ್ದ ಐದು ಮಂದಿ ಆರೋಪಿಗಳನ್ನು ಬಂಧಿಸುವಲ್ಲಿ ಕುಣಿಗಲ್ ಪೊಲೀಸರು ಯಶಸ್ವಿಯಾಗಿದ್ದಾರೆ.	[26, 607, 136, 682]
page-number: Page: 3	[886, 7, 929, 21]
story5-headline: ರಂಗಶಿಕ್ಷಣ ಡಿಪ್ಲೋಮಾಕ್ಕೆ ಅರ್ಜಿ ಆಹ್ವಾನ	[26, 1310, 433, 1348]
tree-planting-illustration	[167, 196, 439, 318]
